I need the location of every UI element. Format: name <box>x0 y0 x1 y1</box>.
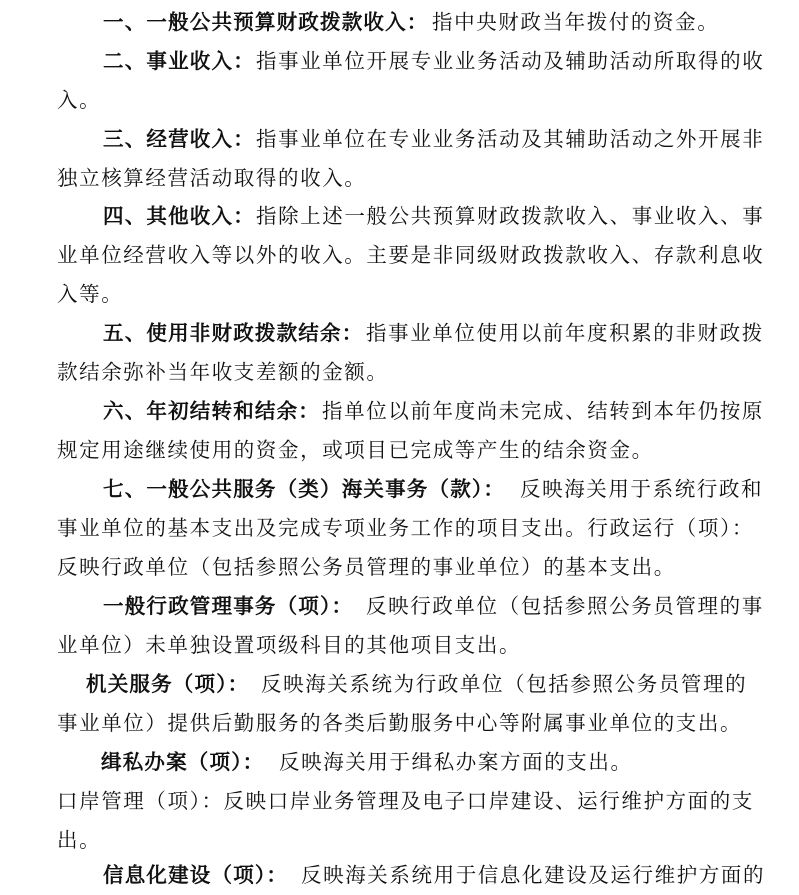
term-agency-services: 机关服务（项）： <box>86 672 250 696</box>
paragraph-7-line-1 <box>0 469 799 509</box>
paragraph-11-line-2 <box>0 820 799 860</box>
paragraph-2-line-1 <box>0 41 799 81</box>
definition-text: 指事业单位开展专业业务活动及辅助活动所取得的收 <box>256 49 765 73</box>
definition-text: 反映行政单位（包括参照公务员管理的事业单位）的基本支出。 <box>57 555 676 579</box>
paragraph-7-line-3 <box>0 547 799 587</box>
term-non-fiscal-surplus-usage: 五、使用非财政拨款结余： <box>103 321 364 345</box>
definition-text: 事业单位）提供后勤服务的各类后勤服务中心等附属事业单位的支出。 <box>57 711 743 735</box>
paragraph-8-line-1 <box>0 586 799 626</box>
paragraph-6-line-2 <box>0 430 799 470</box>
term-beginning-carryover-and-surplus: 六、年初结转和结余： <box>103 399 320 423</box>
paragraph-3-line-1 <box>0 119 799 159</box>
definition-text: 入。 <box>57 88 102 112</box>
paragraph-1-line-1 <box>0 2 799 42</box>
term-business-income: 二、事业收入： <box>103 49 255 73</box>
definition-text: 指单位以前年度尚未完成、结转到本年仍按原 <box>322 399 764 423</box>
paragraph-7-line-2 <box>0 508 799 548</box>
definition-text: 入等。 <box>57 282 124 306</box>
term-operating-income: 三、经营收入： <box>103 127 255 151</box>
definition-text: 规定用途继续使用的资金，或项目已完成等产生的结余资金。 <box>57 438 654 462</box>
paragraph-4-line-1 <box>0 196 799 236</box>
paragraph-9-line-1 <box>0 664 799 704</box>
paragraph-5-line-2 <box>0 352 799 392</box>
term-general-administrative-affairs: 一般行政管理事务（项）： <box>103 594 354 618</box>
definition-text: 反映海关系统为行政单位（包括参照公务员管理的 <box>261 672 748 696</box>
definition-text: 指中央财政当年拨付的资金。 <box>432 10 720 34</box>
definition-text: 出。 <box>57 828 102 852</box>
definition-text: 独立核算经营活动取得的收入。 <box>57 166 367 190</box>
paragraph-6-line-1 <box>0 391 799 431</box>
paragraph-5-line-1 <box>0 313 799 353</box>
term-other-income: 四、其他收入： <box>103 204 255 228</box>
paragraph-11-line-1 <box>0 781 799 821</box>
definition-text: 反映海关系统用于信息化建设及运行维护方面的 <box>301 863 766 887</box>
term-customs-affairs: 七、一般公共服务（类）海关事务（款）： <box>103 477 506 501</box>
paragraph-12-line-1 <box>0 855 799 895</box>
definition-text: 反映海关用于系统行政和 <box>520 477 764 501</box>
definition-text: 业单位）未单独设置项级科目的其他项目支出。 <box>57 633 522 657</box>
definition-text: 反映行政单位（包括参照公务员管理的事 <box>366 594 764 618</box>
paragraph-8-line-2 <box>0 625 799 665</box>
definition-text: 指事业单位在专业业务活动及其辅助活动之外开展非 <box>256 127 765 151</box>
paragraph-4-line-2 <box>0 235 799 275</box>
paragraph-10-line-1 <box>0 742 799 782</box>
definition-text: 反映海关用于缉私办案方面的支出。 <box>279 750 633 774</box>
definition-text: 口岸管理（项）：反映口岸业务管理及电子口岸建设、运行维护方面的支 <box>57 789 754 813</box>
definition-text: 款结余弥补当年收支差额的金额。 <box>57 360 389 384</box>
paragraph-2-line-2 <box>0 80 799 120</box>
term-anti-smuggling-cases: 缉私办案（项）： <box>101 750 265 774</box>
definition-text: 业单位经营收入等以外的收入。主要是非同级财政拨款收入、存款利息收 <box>57 243 765 267</box>
definition-text: 指事业单位使用以前年度积累的非财政拨 <box>366 321 764 345</box>
paragraph-3-line-2 <box>0 158 799 198</box>
definition-text: 指除上述一般公共预算财政拨款收入、事业收入、事 <box>256 204 765 228</box>
term-informatization-construction: 信息化建设（项）： <box>103 863 289 887</box>
term-general-budget-appropriation-income: 一、一般公共预算财政拨款收入： <box>103 10 429 34</box>
definition-text: 事业单位的基本支出及完成专项业务工作的项目支出。行政运行（项）： <box>57 516 754 540</box>
paragraph-9-line-2 <box>0 703 799 743</box>
paragraph-4-line-3 <box>0 274 799 314</box>
